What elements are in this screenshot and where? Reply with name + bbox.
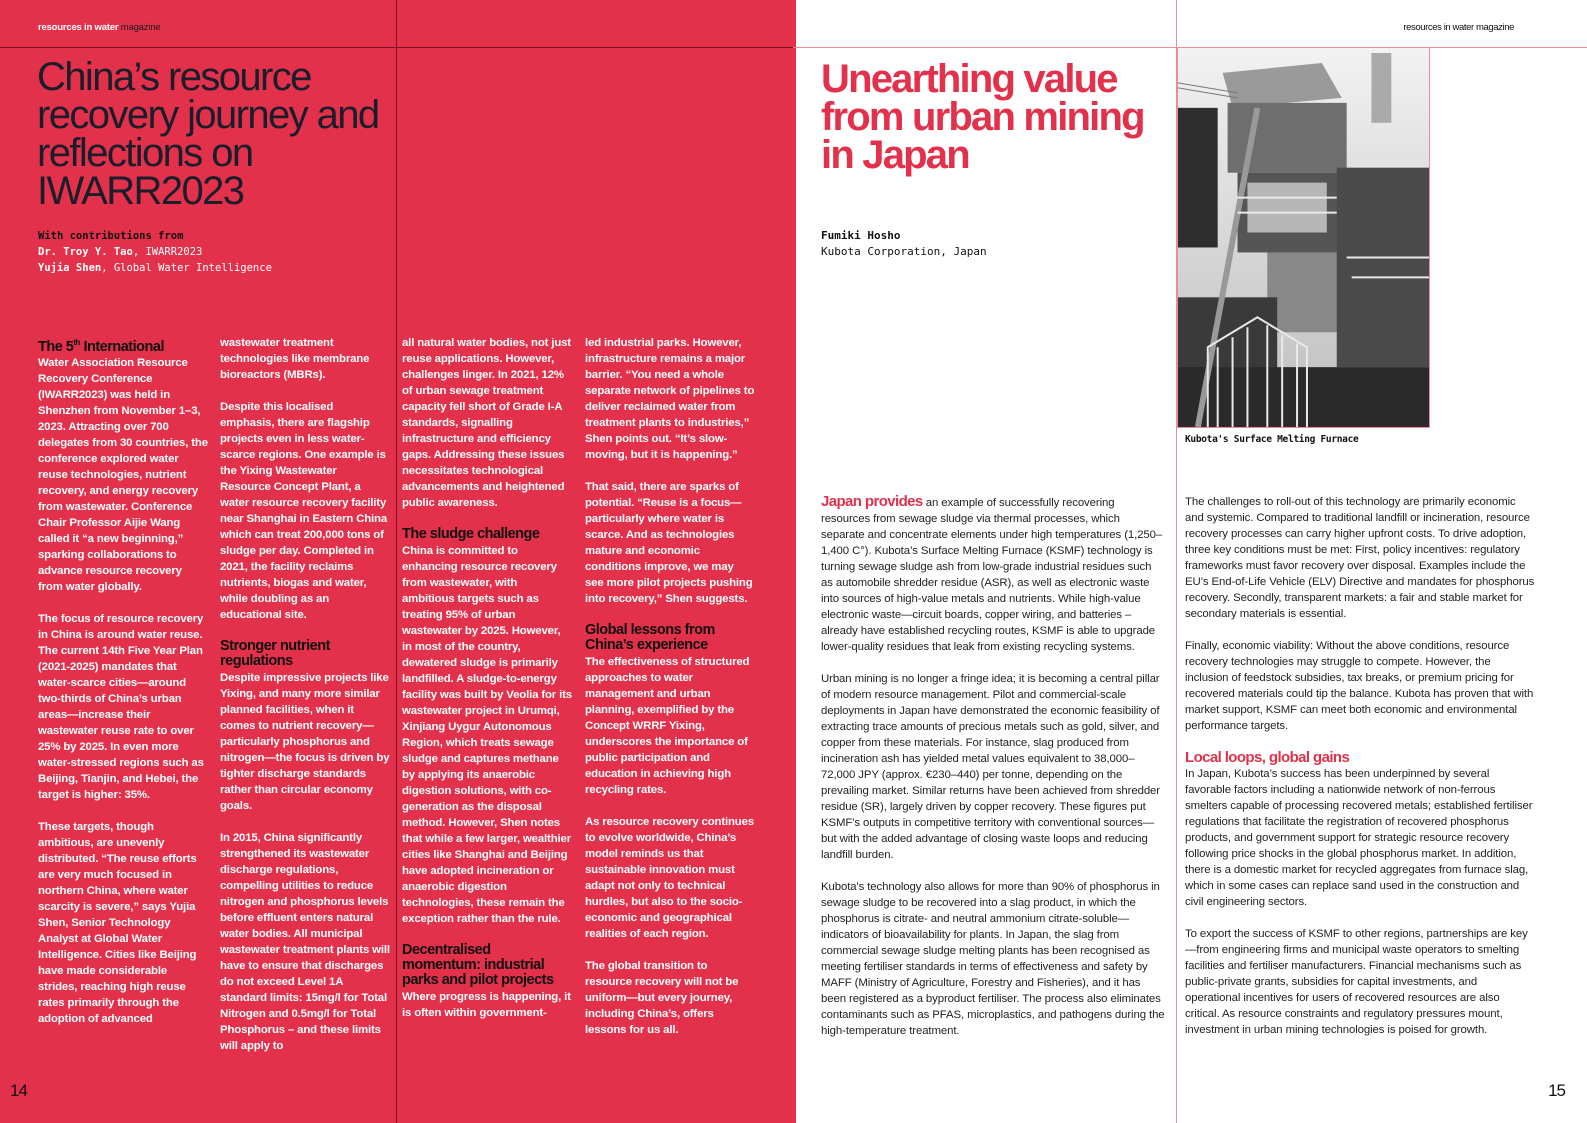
paragraph: In 2015, China significantly strengthened its wastewater discharge regulations, compelling utilities to reduce nitrogen and phosphorus levels before effluent enters natural water bodies. All municipal wastewater treatment plants will have to ensure that discharges do not exceed Level 1A standard limits: 15mg/l for Total Nitrogen and 0.5mg/l for Total Phosphorus – and these limits will apply to	[220, 832, 390, 1052]
contributor: Dr. Troy Y. Tao, IWARR2023	[38, 246, 203, 258]
subheading: Local loops, global gains	[1185, 749, 1350, 766]
text-column-1	[821, 494, 1166, 1055]
page-edge	[793, 0, 796, 1123]
text-column-3	[402, 335, 572, 1037]
paragraph: To export the success of KSMF to other regions, partnerships are key—from engineering firms and municipal waste operators to smelting facilities and fertiliser manufacturers. Financial mechanisms such as public-private grants, subsidies for capital investments, and operational incentives for users of recovered resources are also critical. As resource constraints and regulatory pressures mount, investment in urban mining technologies is poised for growth.	[1185, 928, 1528, 1036]
lead-in: The 5th International	[38, 338, 164, 355]
article-title: China’s resource recovery journey and reflections on IWARR2023	[37, 55, 379, 213]
paragraph: In Japan, Kubota’s success has been underpinned by several favorable factors including a nationwide network of non-ferrous smelters capable of processing recovered metals; established fertiliser regulations that facilitate the registration of recovered phosphorus products, and government support for strategic resource recovery following price shocks in the global phosphorus market. In addition, there is a domestic market for recycled aggregates from furnace slag, which in some cases can replace sand used in the construction and civil engineering sectors.	[1185, 768, 1533, 908]
brand-suffix: magazine	[118, 22, 161, 33]
left-page	[0, 0, 793, 1123]
author-name: Fumiki Hosho	[821, 229, 901, 242]
paragraph: all natural water bodies, not just reuse applications. However, challenges linger. In 2021, 12% of urban sewage treatment capacity fell short of Grade I-A standards, signalling infrastructure and efficiency gaps. Addressing these issues necessitates technological advancements and heightened public awareness.	[402, 337, 571, 509]
paragraph: Water Association Resource Recovery Conference (IWARR2023) was held in Shenzhen from November 1–3, 2023. Attracting over 700 delegates from 30 countries, the conference explored water reuse technologies, nutrient recovery, and energy recovery from wastewater. Conference Chair Professor Aijie Wang called it “a new beginning,” sparking collaborations to advance resource recovery from water globally.	[38, 357, 208, 593]
subheading: The sludge challenge	[402, 526, 540, 542]
paragraph: That said, there are sparks of potential. “Reuse is a focus—particularly where water is scarce. And as technologies mature and economic conditions improve, we may see more pilot projects pushing into recovery,” Shen suggests.	[585, 481, 753, 605]
right-page	[793, 0, 1587, 1123]
paragraph: wastewater treatment technologies like membrane bioreactors (MBRs).	[220, 337, 370, 381]
paragraph: Japan provides an example of successfully recovering resources from sewage sludge via thermal processes, which separate and concentrate elements under high temperatures (1,250–1,400 C°). Kubota’s Surface Melting Furnace (KSMF) technology is turning sewage sludge ash from low-grade industrial residues such as automobile shredder residue (ASR), as well as electronic waste into sources of high-value metals and nutrients. While high-value electronic waste—circuit boards, copper wiring, and batteries – already have established recycling routes, KSMF is able to upgrade lower-quality residues that leak from existing recycling systems.	[821, 493, 1163, 653]
author-block	[821, 228, 987, 260]
paragraph: Despite this localised emphasis, there are flagship projects even in less water-scarce regions. One example is the Yixing Wastewater Resource Concept Plant, a water resource recovery facility near Shanghai in Eastern China which can treat 200,000 tons of sludge per day. Completed in 2021, the facility reclaims nutrients, biogas and water, while doubling as an educational site.	[220, 401, 388, 621]
running-head: resources in water magazine	[1403, 22, 1514, 33]
paragraph: Despite impressive projects like Yixing, and many more similar planned facilities, when it comes to nutrient recovery—particularly phosphorus and nitrogen—the focus is driven by tighter discharge standards rather than circular economy goals.	[220, 672, 390, 812]
author-affiliation: Kubota Corporation, Japan	[821, 245, 987, 258]
contributor: Yujia Shen, Global Water Intelligence	[38, 262, 272, 274]
paragraph: As resource recovery continues to evolve worldwide, China’s model reminds us that sustainable innovation must adapt not only to technical hurdles, but also to the socio-economic and geographical realities of each region.	[585, 816, 754, 940]
photo-caption: Kubota's Surface Melting Furnace	[1185, 434, 1359, 445]
page-number: 15	[1548, 1081, 1565, 1100]
brand-name: resources in water	[38, 22, 119, 33]
paragraph: The global transition to resource recovery will not be uniform—but every journey, including China’s, offers lessons for us all.	[585, 960, 739, 1036]
paragraph: The effectiveness of structured approaches to water management and urban planning, exemplified by the Concept WRRF Yixing, underscores the importance of public participation and education in achieving high recycling rates.	[585, 656, 750, 796]
paragraph: These targets, though ambitious, are unevenly distributed. “The reuse efforts are very much focused in northern China, where water scarcity is severe,” says Yujia Shen, Senior Technology Analyst at Global Water Intelligence. Cities like Beijing have made considerable strides, reaching high reuse rates primarily through the adoption of advanced	[38, 821, 197, 1025]
paragraph: Finally, economic viability: Without the above conditions, resource recovery technologies may struggle to compete. However, the inclusion of feedstock subsidies, tax breaks, or premium pricing for recovered materials could tip the balance. Kubota has proven that with market support, KSMF can meet both economic and environmental performance targets.	[1185, 640, 1534, 732]
running-head	[38, 22, 160, 33]
text-column-2	[1185, 494, 1535, 1054]
subheading: Global lessons from China’s experience	[585, 622, 715, 653]
paragraph: The focus of resource recovery in China is around water reuse. The current 14th Five Year Plan (2021-2025) mandates that water-scarce cities—around two-thirds of China’s urban areas—increase their wastewater reuse rate to over 25% by 2025. In even more water-stressed regions such as Beijing, Tianjin, and Hebei, the target is higher: 35%.	[38, 613, 204, 801]
text-column-1	[38, 335, 208, 1043]
paragraph: Where progress is happening, it is often within government-	[402, 991, 571, 1019]
paragraph: Urban mining is no longer a fringe idea; it is becoming a central pillar of modern resource management. Pilot and commercial-scale deployments in Japan have demonstrated the economic feasibility of extracting trace amounts of precious metals such as gold, silver, and copper from these materials. For instance, slag produced from incineration ash has yielded metal values equivalent to 38,000–72,000 JPY (approx. €230–440) per tonne, depending on the prevailing market. Similar returns have been achieved from shredder residue (SR), largely driven by copper recovery. These figures put KSMF's outputs in competitive territory with conventional sources—but with the added advantage of closing waste loops and reducing landfill burden.	[821, 673, 1160, 861]
paragraph: Kubota's technology also allows for more than 90% of phosphorus in sewage sludge to be recovered into a slag product, in which the phosphorus is citrate- and neutral ammonium citrate-soluble—indicators of bioavailability for plants. In Japan, the slag from commercial sewage sludge melting plants has been recognised as meeting fertiliser standards in terms of effectiveness and safety by MAFF (Ministry of Agriculture, Forestry and Fisheries), and it has been registered as a byproduct fertiliser. The process also eliminates contaminants such as PFAS, microplastics, and pathogens during the high-temperature treatment.	[821, 881, 1165, 1037]
paragraph: led industrial parks. However, infrastructure remains a major barrier. “You need a whole separate network of pipelines to deliver reclaimed water from treatment plants to industries,” Shen points out. “It’s slow-moving, but it is happening.”	[585, 337, 755, 461]
text-column-4	[585, 335, 755, 1054]
paragraph: The challenges to roll-out of this technology are primarily economic and systemic. Compared to traditional landfill or incineration, resource recovery processes can carry higher upfront costs. To drive adoption, three key conditions must be met: First, policy incentives: regulatory frameworks must favor recovery over disposal. Examples include the EU’s End-of-Life Vehicle (ELV) Directive and mandates for phosphorus recovery. Secondly, transparent markets: a fair and stable market for secondary materials is essential.	[1185, 496, 1535, 620]
contributors	[38, 228, 272, 276]
text-column-2	[220, 335, 390, 1070]
contributors-heading: With contributions from	[38, 230, 184, 242]
paragraph: China is committed to enhancing resource recovery from wastewater, with ambitious targets such as treating 95% of urban wastewater by 2025. However, in most of the country, dewatered sludge is primarily landfilled. A sludge-to-energy facility was built by Veolia for its wastewater project in Urumqi, Xinjiang Uygur Autonomous Region, which treats sewage sludge and captures methane by applying its anaerobic digestion solutions, with co-generation as the disposal method. However, Shen notes that while a few larger, wealthier cities like Shanghai and Beijing have adopted incineration or anaerobic digestion technologies, these remain the exception rather than the rule.	[402, 545, 572, 925]
furnace-photo	[1177, 48, 1430, 428]
article-title: Unearthing value from urban mining in Japan	[821, 57, 1144, 177]
subheading: Decentralised momentum: industrial parks and pilot projects	[402, 942, 554, 988]
industrial-plant-image	[1178, 48, 1429, 427]
subheading: Stronger nutrient regulations	[220, 638, 330, 669]
page-number: 14	[10, 1081, 27, 1100]
lead-in: Japan provides	[821, 493, 923, 510]
